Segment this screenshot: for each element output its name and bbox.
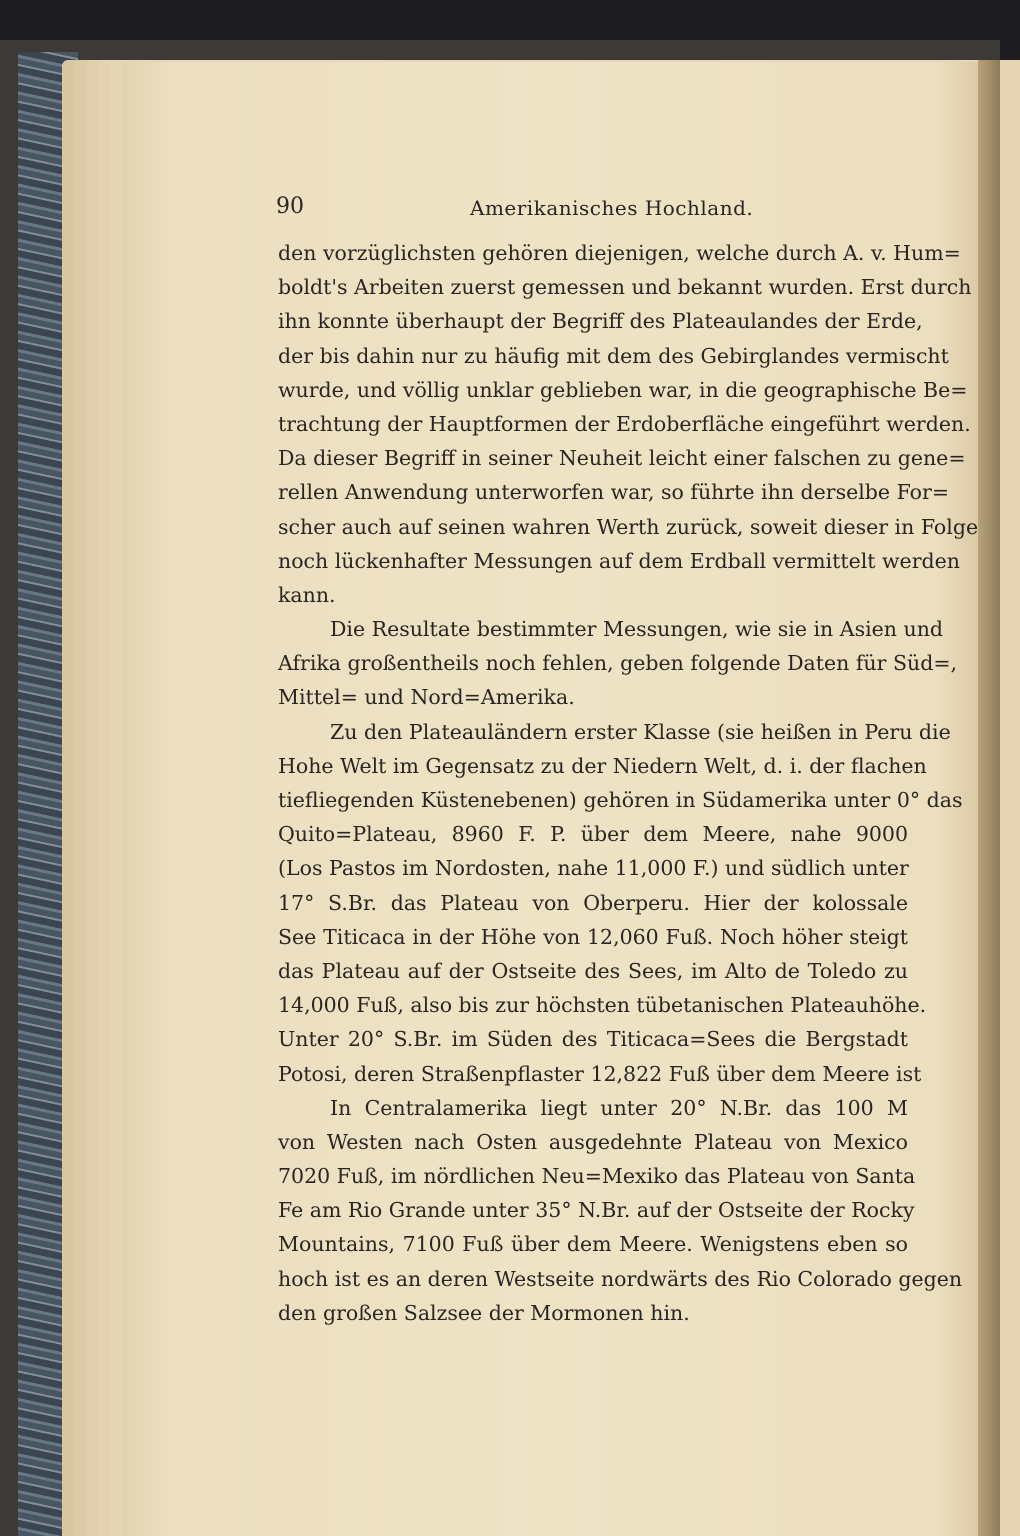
text-line: Unter 20° S.Br. im Süden des Titicaca=Sees die Bergstadt: [278, 1027, 908, 1052]
text-line: Potosi, deren Straßenpflaster 12,822 Fuß über dem Meere ist: [278, 1061, 922, 1086]
gutter-edge: [978, 60, 1000, 1536]
text-line: Quito=Plateau, 8960 F. P. über dem Meere, nahe 9000: [278, 822, 908, 847]
body-text: [278, 236, 979, 1330]
page-number: 90: [276, 194, 304, 219]
text-line: hoch ist es an deren Westseite nordwärts des Rio Colorado gegen: [278, 1266, 963, 1291]
text-line: Afrika großentheils noch fehlen, geben folgende Daten für Süd=,: [278, 651, 958, 676]
text-line: 14,000 Fuß, also bis zur höchsten tübetanischen Plateauhöhe.: [278, 993, 927, 1018]
text-line: Zu den Plateauländern erster Klasse (sie heißen in Peru die: [330, 719, 951, 744]
text-line: den vorzüglichsten gehören diejenigen, welche durch A. v. Hum=: [278, 241, 961, 265]
text-line: Mittel= und Nord=Amerika.: [278, 685, 575, 710]
text-line: Die Resultate bestimmter Messungen, wie sie in Asien und: [330, 617, 944, 642]
text-line: tiefliegenden Küstenebenen) gehören in Südamerika unter 0° das: [278, 788, 963, 812]
text-line: boldt's Arbeiten zuerst gemessen und bekannt wurden. Erst durch: [278, 275, 972, 300]
text-line: 17° S.Br. das Plateau von Oberperu. Hier der kolossale: [278, 890, 908, 915]
text-line: ihn konnte überhaupt der Begriff des Plateaulandes der Erde,: [278, 309, 923, 334]
running-head: Amerikanisches Hochland.: [470, 196, 754, 220]
text-line: das Plateau auf der Ostseite des Sees, im Alto de Toledo zu: [278, 958, 908, 983]
text-line: rellen Anwendung unterworfen war, so führte ihn derselbe For=: [278, 480, 949, 505]
text-line: wurde, und völlig unklar geblieben war, in die geographische Be=: [278, 377, 968, 402]
text-line: See Titicaca in der Höhe von 12,060 Fuß. Noch höher steigt: [278, 924, 908, 949]
text-line: der bis dahin nur zu häufig mit dem des Gebirglandes vermischt: [278, 343, 949, 368]
text-line: scher auch auf seinen wahren Werth zurück, soweit dieser in Folge: [278, 514, 979, 539]
text-line: kann.: [278, 582, 336, 607]
page-header: [270, 194, 910, 224]
text-line: noch lückenhafter Messungen auf dem Erdball vermittelt werden: [278, 548, 960, 573]
text-line: 7020 Fuß, im nördlichen Neu=Mexiko das Plateau von Santa: [278, 1164, 916, 1189]
text-line: Hohe Welt im Gegensatz zu der Niedern Welt, d. i. der flachen: [278, 753, 927, 778]
text-line: von Westen nach Osten ausgedehnte Plateau von Mexico: [278, 1129, 908, 1154]
text-line: In Centralamerika liegt unter 20° N.Br. das 100 M: [330, 1095, 908, 1120]
paragraph: [278, 715, 963, 1091]
text-line: Da dieser Begriff in seiner Neuheit leicht einer falschen zu gene=: [278, 446, 966, 471]
text-line: Fe am Rio Grande unter 35° N.Br. auf der Ostseite der Rocky: [278, 1198, 915, 1223]
paragraph: [278, 612, 958, 715]
text-line: Mountains, 7100 Fuß über dem Meere. Wenigstens eben so: [278, 1232, 908, 1257]
text-line: trachtung der Hauptformen der Erdoberfläche eingeführt werden.: [278, 411, 971, 436]
paragraph: [278, 1091, 963, 1330]
text-line: (Los Pastos im Nordosten, nahe 11,000 F.) und südlich unter: [278, 856, 909, 881]
paragraph: [278, 236, 979, 612]
text-line: den großen Salzsee der Mormonen hin.: [278, 1300, 690, 1325]
